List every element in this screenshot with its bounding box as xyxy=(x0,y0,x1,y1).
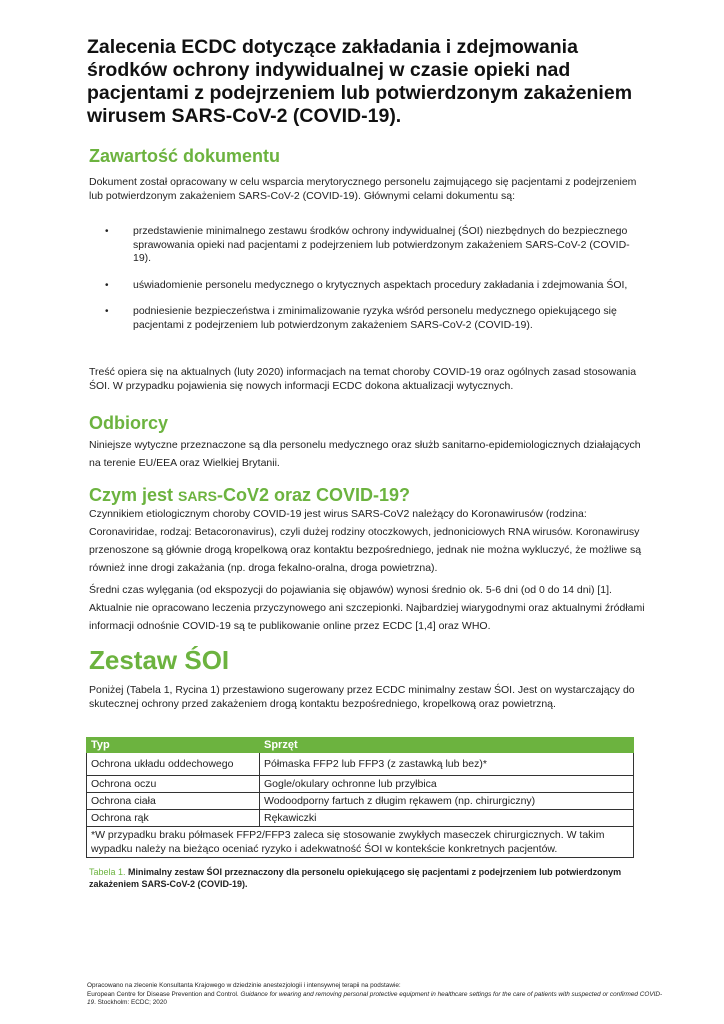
heading-prefix: Czym jest xyxy=(89,485,179,505)
table-row xyxy=(87,810,634,827)
what-is-paragraph-1: Czynnikiem etiologicznym choroby COVID-19 jest wirus SARS-CoV2 należący do Koronawirusów (rodzina: Coronaviridae, rodzaj: Betacoronavirus), czyli dużej rodziny otoczkowych, jednoniciowych RNA wirusów. Koronawirusy przenoszone są głównie drogą kropelkową oraz kontaktu bezpośredniego, jednak nie można wykluczyć, że możliwe są również inne drogi zakażania (np. droga fekalno-oralna, droga powietrzna). xyxy=(89,508,642,574)
list-item xyxy=(105,305,645,332)
footer-source-plain: European Centre for Disease Prevention and Control. xyxy=(87,990,241,998)
cell-type: Ochrona układu oddechowego xyxy=(87,753,260,776)
cell-equipment: Wodoodporny fartuch z długim rękawem (np. chirurgiczny) xyxy=(260,793,634,810)
footer-line1: Opracowano na zlecenie Konsultanta Krajowego w dziedzinie anestezjologii i intensywnej terapii na podstawie: xyxy=(87,982,401,989)
list-item xyxy=(105,279,645,293)
heading-suffix: -CoV2 oraz COVID-19? xyxy=(216,485,410,505)
footer-source-tail: . Stockholm: ECDC; 2020 xyxy=(94,999,167,1007)
cell-type: Ochrona oczu xyxy=(87,776,260,793)
heading-smallcaps: SARS xyxy=(178,488,217,504)
section-heading-audience: Odbiorcy xyxy=(89,413,169,433)
bullet-text: przedstawienie minimalnego zestawu środków ochrony indywidualnej (ŚOI) niezbędnych do bezpiecznego sprawowania opieki nad pacjentami z podejrzeniem lub potwierdzonym zakażeniem SARS-CoV-2 (COVID-19). xyxy=(133,225,630,265)
table-note: *W przypadku braku półmasek FFP2/FFP3 zaleca się stosowanie zwykłych maseczek chirurgicznych. W takim wypadku należy na bieżąco oceniać ryzyko i adekwatność ŚOI w kontekście konkretnych pacjentów. xyxy=(87,827,634,858)
footer-source xyxy=(87,982,667,1008)
contents-intro: Dokument został opracowany w celu wsparcia merytorycznego personelu zajmującego się pacjentami z podejrzeniem lub potwierdzonym zakażeniem SARS-CoV-2 (COVID-19). Głównymi celami dokumentu są: xyxy=(89,176,637,202)
section-heading-what-is xyxy=(89,484,410,507)
table-row xyxy=(87,793,634,810)
cell-type: Ochrona ciała xyxy=(87,793,260,810)
cell-equipment: Gogle/okulary ochronne lub przyłbica xyxy=(260,776,634,793)
caption-text: Minimalny zestaw ŚOI przeznaczony dla personelu opiekującego się pacjentami z podejrzeniem lub potwierdzonym zakażeniem SARS-CoV-2 (COVID-19). xyxy=(89,867,622,889)
ppe-table xyxy=(86,737,634,858)
bullet-icon: • xyxy=(105,226,109,237)
audience-text: Niniejsze wytyczne przeznaczone są dla personelu medycznego oraz służb sanitarno-epidemiologicznych działających na terenie EU/EEA oraz Wielkiej Brytanii. xyxy=(89,439,641,469)
table-note-row xyxy=(87,827,634,858)
contents-outro: Treść opiera się na aktualnych (luty 2020) informacjach na temat choroby COVID-19 oraz ogólnych zasad stosowania ŚOI. W przypadku pojawienia się nowych informacji ECDC dokona aktualizacji wytycznych. xyxy=(89,366,637,392)
section-heading-kit: Zestaw ŚOI xyxy=(89,645,230,675)
table-header-row xyxy=(87,738,634,753)
document-title: Zalecenia ECDC dotyczące zakładania i zdejmowania środków ochrony indywidualnej w czasie opieki nad pacjentami z podejrzeniem lub potwierdzonym zakażeniem wirusem SARS-CoV-2 (COVID-19). xyxy=(87,36,633,127)
bullet-text: uświadomienie personelu medycznego o krytycznych aspektach procedury zakładania i zdejmowania ŚOI, xyxy=(133,278,628,291)
footer-source-title: Guidance for wearing and removing personal protective equipment in healthcare settings for the care of patients with suspected or confirmed COVID-19 xyxy=(87,990,663,1007)
cell-equipment: Rękawiczki xyxy=(260,810,634,827)
what-is-paragraph-2: Średni czas wylęgania (od ekspozycji do pojawiania się objawów) wynosi średnio ok. 5-6 dni (od 0 do 14 dni) [1]. Aktualnie nie opracowano leczenia przyczynowego ani szczepionki. Najbardziej wiarygodnymi oraz aktualnymi źródłami informacji odnośnie COVID-19 są te publikowanie online przez ECDC [1,4] oraz WHO. xyxy=(89,584,645,632)
header-type: Typ xyxy=(87,738,260,753)
bullet-icon: • xyxy=(105,279,109,291)
cell-equipment: Półmaska FFP2 lub FFP3 (z zastawką lub bez)* xyxy=(260,753,634,776)
table-caption xyxy=(89,866,649,890)
list-item xyxy=(105,225,645,266)
table-row xyxy=(87,776,634,793)
table-row xyxy=(87,753,634,776)
bullet-icon: • xyxy=(105,306,109,318)
header-equipment: Sprzęt xyxy=(260,738,634,753)
cell-type: Ochrona rąk xyxy=(87,810,260,827)
section-heading-contents: Zawartość dokumentu xyxy=(89,146,281,166)
kit-intro: Poniżej (Tabela 1, Rycina 1) przestawiono sugerowany przez ECDC minimalny zestaw ŚOI. Jest on wystarczający do skutecznej ochrony przed zakażeniem drogą kontaktu bezpośredniego, kropelkową oraz powietrzną. xyxy=(89,684,635,710)
caption-label: Tabela 1. xyxy=(89,867,126,877)
bullet-text: podniesienie bezpieczeństwa i zminimalizowanie ryzyka wśród personelu medycznego opiekującego się pacjentami z podejrzeniem lub potwierdzonym zakażeniem SARS-CoV-2 (COVID-19). xyxy=(133,305,617,331)
contents-bullet-list xyxy=(105,225,645,346)
